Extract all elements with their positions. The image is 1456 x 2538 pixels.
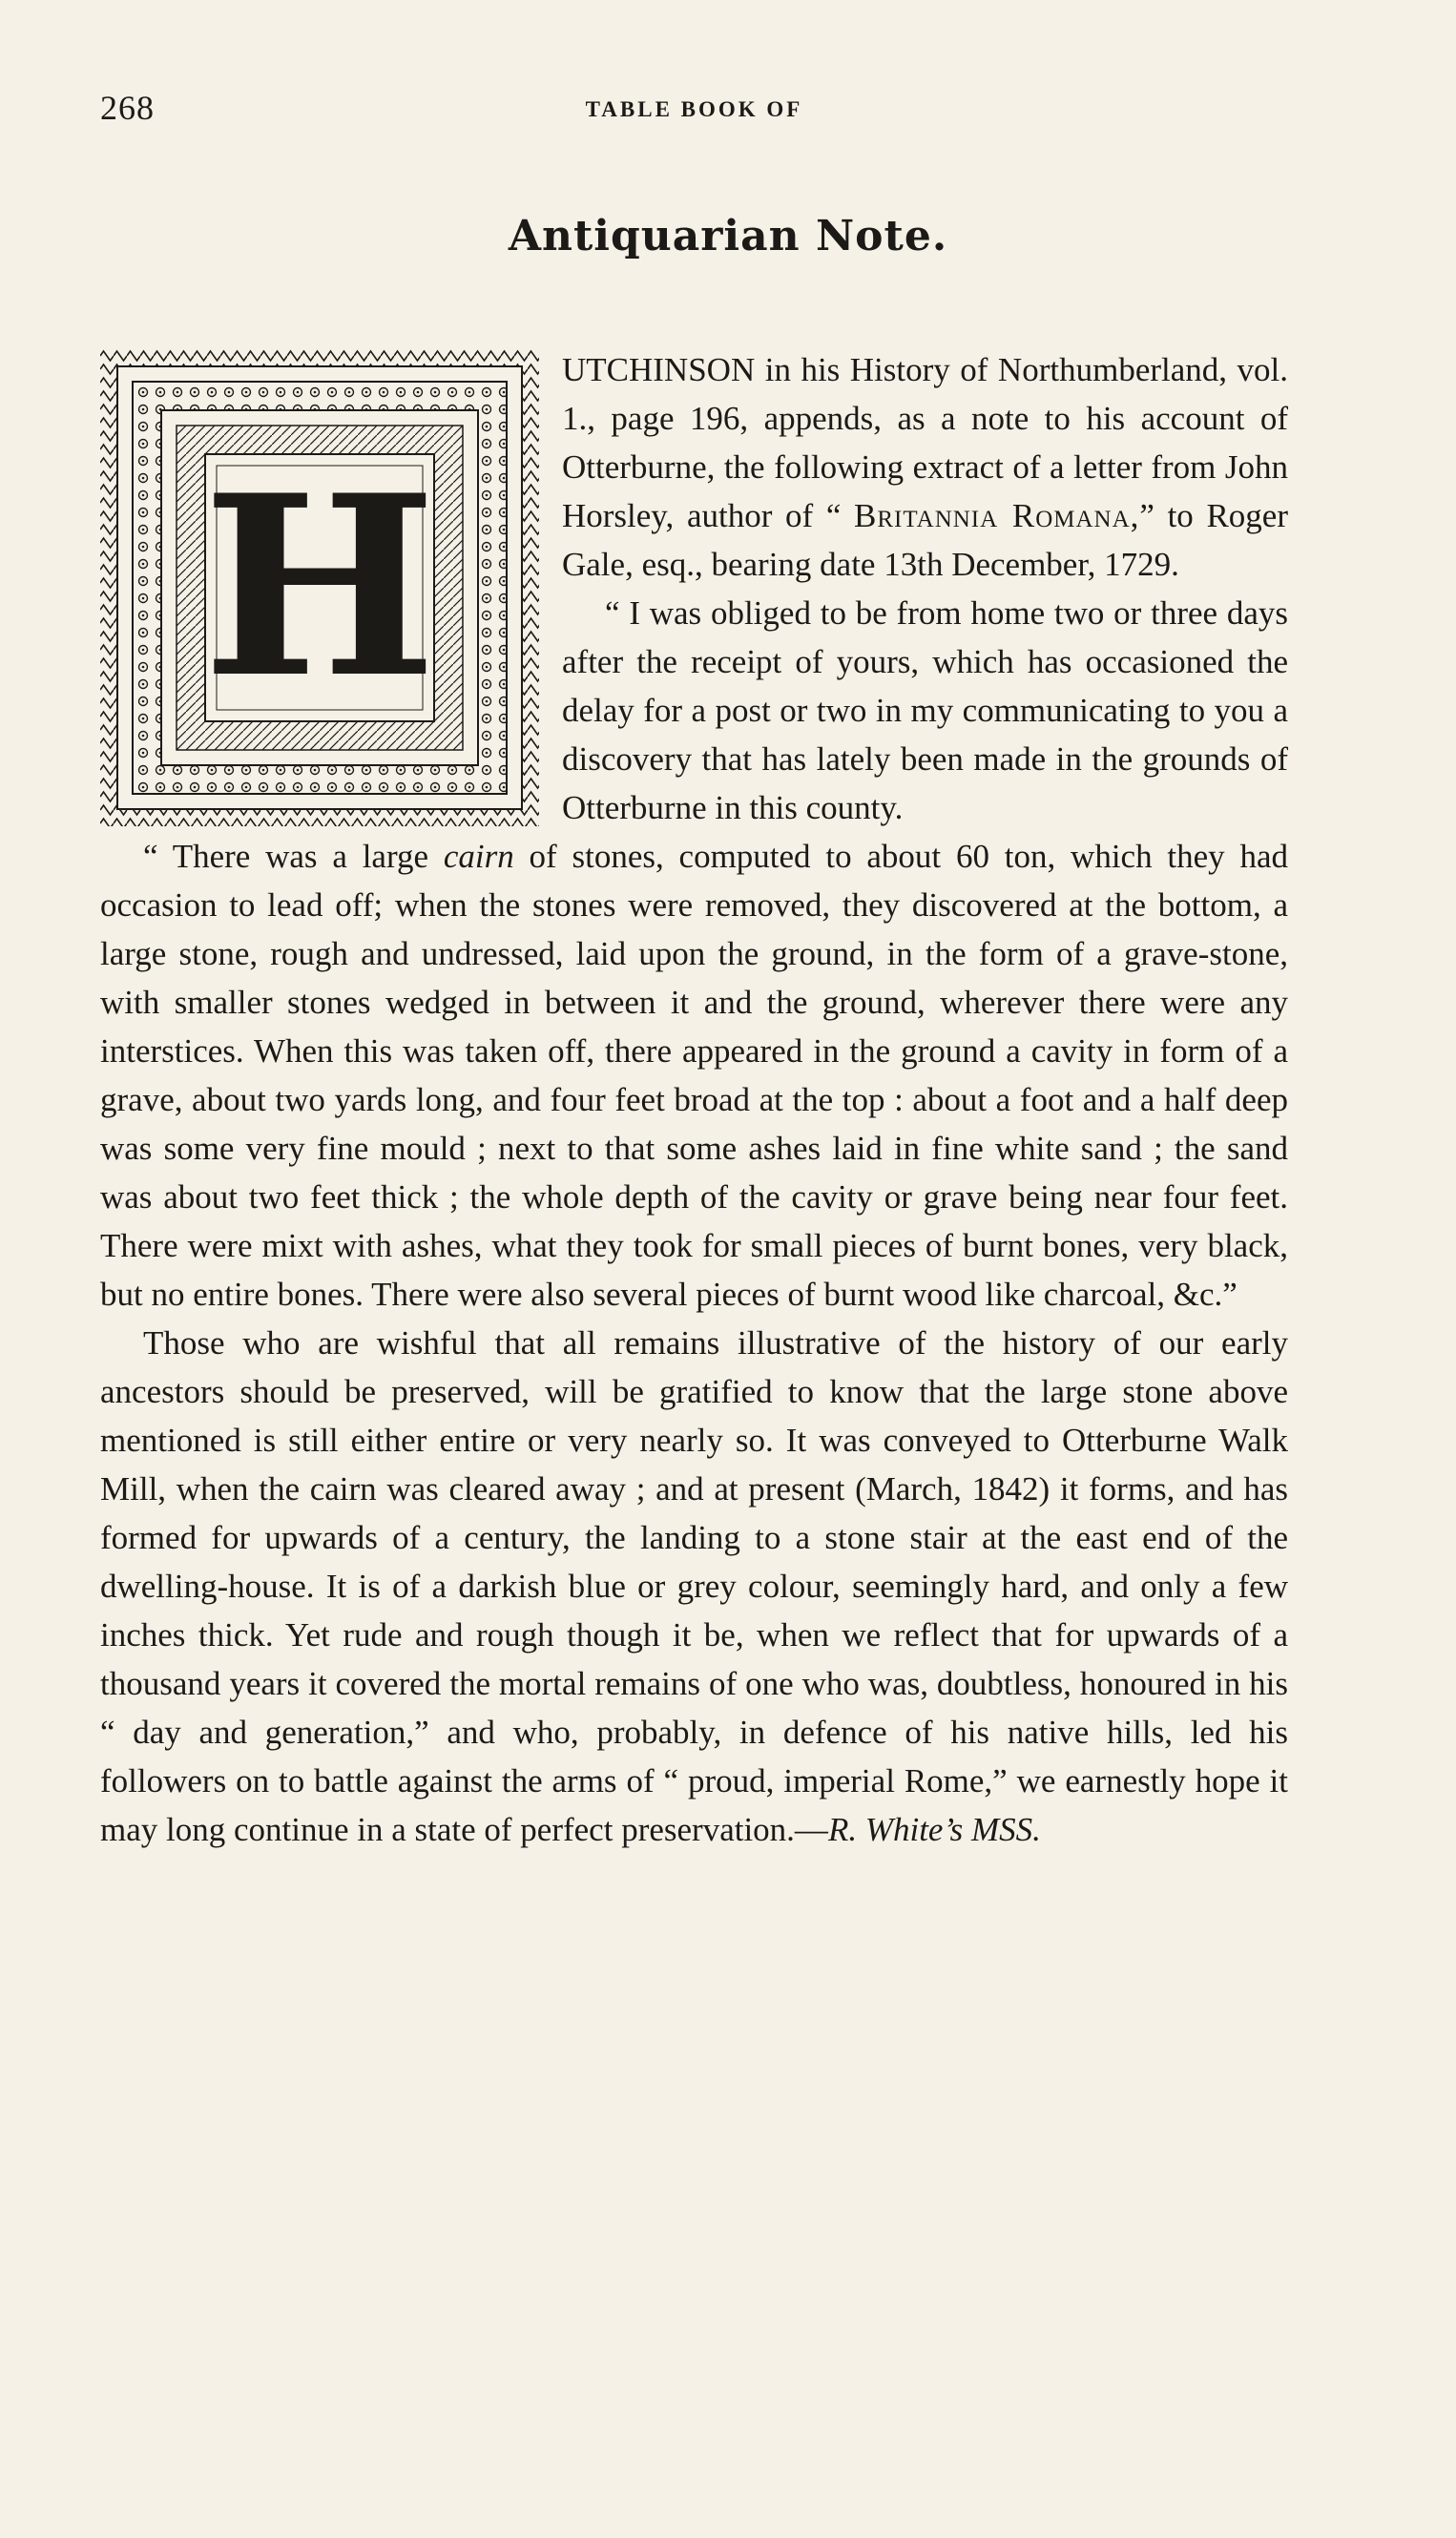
paragraph-4-text: Those who are wishful that all remains illustrative of the history of our early ancestors should be preserved, will be gratified to know that the large stone above mentioned is still either entire or very nearly so. It was conveyed to Otterburne Walk Mill, when the cairn was cleared away ; and at present (March, 1842) it forms, and has formed for upwards of a century, the landing to a stone stair at the east end of the dwelling-house. It is of a darkish blue or grey colour, seemingly hard, and only a few inches thick. Yet rude and rough though it be, when we reflect that for upwards of a thousand years it covered the mortal remains of one who was, doubtless, honoured in his “ day and generation,” and who, probably, in defence of his native hills, led his followers on to battle against the arms of “ proud, imperial Rome,” we earnestly hope it may long continue in a state of perfect preservation.— xyxy=(100,1324,1288,1848)
ornamental-drop-cap xyxy=(100,349,539,826)
signature: R. White’s MSS. xyxy=(827,1811,1041,1848)
page-number: 268 xyxy=(100,89,155,127)
paragraph-3-start: “ There was a large xyxy=(143,838,444,875)
paragraph-3-italic: cairn xyxy=(443,838,514,875)
paragraph-3-end: of stones, computed to about 60 ton, which they had occasion to lead off; when the stones were removed, they discovered at the bottom, a large stone, rough and undressed, laid upon the ground, in the form of a grave-stone, with smaller stones wedged in between it and the ground, wherever there were any interstices. When this was taken off, there appeared in the ground a cavity in form of a grave, about two yards long, and four feet broad at the top : about a foot and a half deep was some very fine mould ; next to that some ashes laid in fine white sand ; the sand was about two feet thick ; the whole depth of the cavity or grave being near four feet. There were mixt with ashes, what they took for small pieces of burnt bones, very black, but no entire bones. There were also several pieces of burnt wood like charcoal, &c.” xyxy=(100,838,1288,1313)
paragraph-2: “ I was obliged to be from home two or three days after the receipt of yours, which has occasioned the delay for a post or two in my communicating to you a discovery that has lately been made in the grounds of Otterburne in this county. xyxy=(562,594,1288,826)
book-title-smallcaps: Britannia Romana, xyxy=(854,497,1140,534)
article-body xyxy=(100,345,1288,1854)
running-title: TABLE BOOK OF xyxy=(585,97,803,121)
drop-cap-letter: H xyxy=(202,442,437,733)
article-heading: Antiquarian Note. xyxy=(508,212,948,260)
running-head xyxy=(100,88,1288,135)
paragraph-4 xyxy=(100,1319,1288,1854)
paragraph-1-end: ” to Roger Gale, esq., bearing date 13th December, 1729. xyxy=(562,497,1288,583)
paragraph-1-text: UTCHINSON in his History of Northumberland, vol. 1., page 196, appends, as a note to his account of Otterburne, the following extract of a letter from John Horsley, author of “ xyxy=(562,351,1288,534)
paragraph-3 xyxy=(100,832,1288,1319)
